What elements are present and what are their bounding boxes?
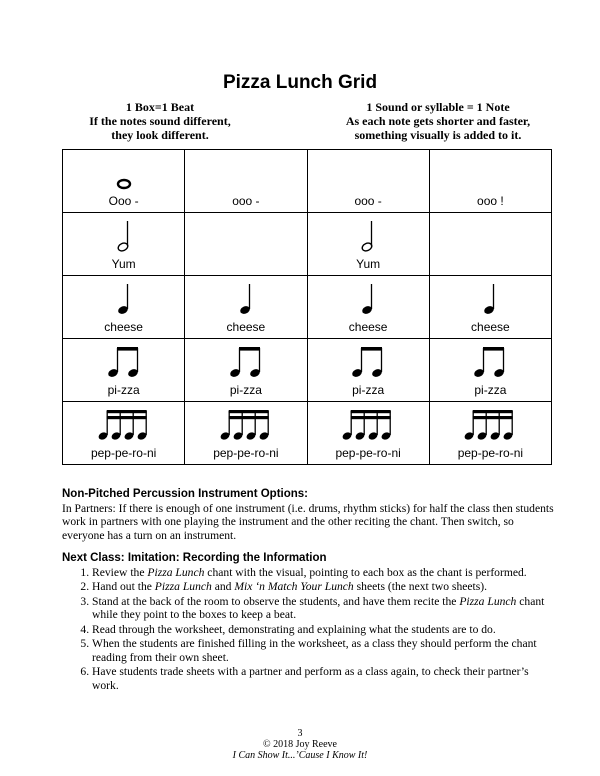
header-right-line: As each note gets shorter and faster, (345, 114, 531, 128)
sixteenth-notes-icon (219, 408, 273, 442)
syllable-label: cheese (226, 320, 266, 334)
grid-cell (307, 402, 429, 465)
header-left-line: 1 Box=1 Beat (125, 100, 195, 114)
syllable-label: pep-pe-ro-ni (90, 446, 157, 460)
syllable-label: pep-pe-ro-ni (213, 446, 279, 460)
grid-row (63, 339, 552, 402)
syllable-label: pi-zza (474, 383, 507, 397)
step-item: 4. Read through the worksheet, demonstrating and explaining what the students are to do. (92, 623, 558, 637)
syllable-label: cheese (104, 320, 143, 334)
syllable-label: pep-pe-ro-ni (335, 446, 401, 460)
grid-cell (63, 339, 185, 402)
step-item: 3. Stand at the back of the room to observe the students, and have them recite the Pizza Lunch chant while they point to the boxes to keep a beat. (92, 595, 558, 622)
syllable-label: pi-zza (229, 383, 262, 397)
step-item: 5. When the students are finished filling in the worksheet, as a class they should perform the chant reading from their own sheet. (92, 637, 558, 664)
grid-cell (63, 402, 185, 465)
syllable-label: pi-zza (107, 383, 140, 397)
step-item: 2. Hand out the Pizza Lunch and Mix ‘n Match Your Lunch sheets (the next two sheets). (92, 580, 558, 594)
grid-cell (429, 150, 551, 213)
tagline: I Can Show It...’Cause I Know It! (232, 750, 368, 761)
header-right-note (318, 100, 558, 142)
next-class-heading: Next Class: Imitation: Recording the Information (62, 552, 327, 564)
whole-note-icon (116, 178, 132, 190)
quarter-note-icon (238, 282, 254, 316)
copyright: © 2018 Joy Reeve (263, 739, 337, 750)
half-note-icon (116, 219, 132, 253)
grid-cell (63, 150, 185, 213)
half-note-icon (360, 219, 376, 253)
sixteenth-notes-icon (341, 408, 395, 442)
percussion-text: In Partners: If there is enough of one instrument (i.e. drums, rhythm sticks) for half the class then students work in partners with one playing the instrument and the other reciting the chant. Then switch, so everyone has a turn on an instrument. (62, 501, 554, 542)
page-title: Pizza Lunch Grid (222, 72, 378, 93)
eighth-notes-icon (350, 345, 386, 379)
percussion-heading: Non-Pitched Percussion Instrument Options: (62, 488, 308, 500)
header-left-note (70, 100, 250, 142)
grid-cell (63, 213, 185, 276)
grid-cell (307, 150, 429, 213)
syllable-label: ooo - (232, 194, 260, 208)
grid-cell (185, 276, 307, 339)
step-item: 6. Have students trade sheets with a partner and perform as a class again, to check their partner’s work. (92, 665, 558, 692)
grid-cell (429, 339, 551, 402)
syllable-label: Ooo - (108, 194, 139, 208)
syllable-label: cheese (348, 320, 388, 334)
grid-cell (307, 213, 429, 276)
syllable-label: Yum (356, 257, 381, 271)
header-right-line: 1 Sound or syllable = 1 Note (366, 100, 510, 114)
grid-row (63, 276, 552, 339)
grid-cell (185, 213, 307, 276)
syllable-label: pi-zza (352, 383, 385, 397)
grid-cell (185, 150, 307, 213)
syllable-label: cheese (471, 320, 510, 334)
eighth-notes-icon (228, 345, 264, 379)
syllable-label: Yum (111, 257, 136, 271)
quarter-note-icon (116, 282, 132, 316)
grid-row (63, 150, 552, 213)
page-number: 3 (297, 728, 303, 739)
grid-row (63, 213, 552, 276)
grid-cell (63, 276, 185, 339)
grid-cell (307, 276, 429, 339)
header-left-line: If the notes sound different, (89, 114, 231, 128)
grid-cell (429, 213, 551, 276)
eighth-notes-icon (106, 345, 142, 379)
quarter-note-icon (360, 282, 376, 316)
grid-cell (185, 339, 307, 402)
grid-cell (185, 402, 307, 465)
syllable-label: ooo - (354, 194, 382, 208)
rhythm-grid (62, 149, 552, 465)
step-item: 1. Review the Pizza Lunch chant with the visual, pointing to each box as the chant is performed. (92, 566, 558, 580)
grid-row (63, 402, 552, 465)
grid-cell (307, 339, 429, 402)
steps-list (62, 566, 558, 693)
quarter-note-icon (482, 282, 498, 316)
syllable-label: pep-pe-ro-ni (457, 446, 524, 460)
footer (0, 728, 600, 761)
sixteenth-notes-icon (97, 408, 151, 442)
syllable-label: ooo ! (477, 194, 504, 208)
grid-cell (429, 402, 551, 465)
next-class-section (62, 552, 558, 693)
header-right-line: something visually is added to it. (354, 128, 522, 142)
percussion-section (62, 488, 558, 542)
header-left-line: they look different. (111, 128, 209, 142)
eighth-notes-icon (472, 345, 508, 379)
sixteenth-notes-icon (463, 408, 517, 442)
grid-cell (429, 276, 551, 339)
